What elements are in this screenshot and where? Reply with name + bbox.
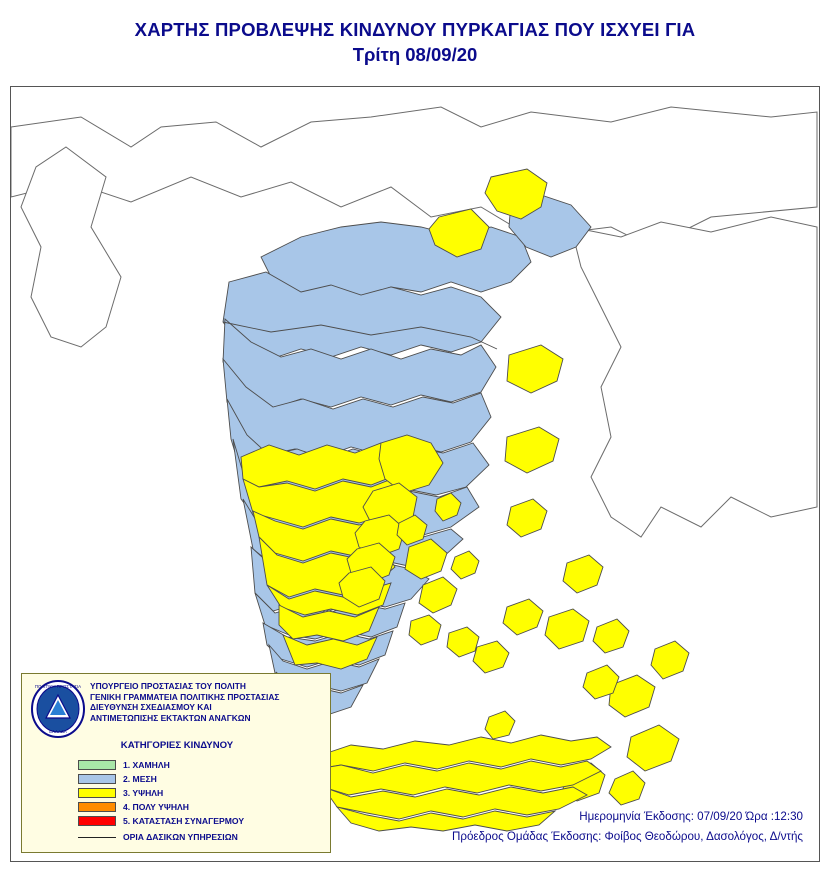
legend-label-3: 3. ΥΨΗΛΗ [123, 787, 164, 798]
legend-label-boundary: ΟΡΙΑ ΔΑΣΙΚΩΝ ΥΠΗΡΕΣΙΩΝ [123, 832, 238, 842]
legend-swatch-4 [78, 802, 116, 812]
legend-title: ΚΑΤΗΓΟΡΙΕΣ ΚΙΝΔΥΝΟΥ [120, 740, 234, 751]
issue-date-line: Ημερομηνία Έκδοσης: 07/09/20 Ώρα :12:30 [579, 810, 803, 823]
legend-label-1: 1. ΧΑΜΗΛΗ [123, 759, 170, 770]
authority-line-3: ΔΙΕΥΘΥΝΣΗ ΣΧΕΔΙΑΣΜΟΥ ΚΑΙ [90, 702, 212, 712]
legend-item-1 [78, 758, 328, 771]
title-line-1: ΧΑΡΤΗΣ ΠΡΟΒΛΕΨΗΣ ΚΙΝΔΥΝΟΥ ΠΥΡΚΑΓΙΑΣ ΠΟΥ ΙΣΧΥΕΙ ΓΙΑ [134, 19, 696, 40]
legend-label-2: 2. ΜΕΣΗ [123, 773, 157, 784]
legend-items [78, 758, 328, 844]
legend-box [21, 673, 331, 853]
legend-label-5: 5. ΚΑΤΑΣΤΑΣΗ ΣΥΝΑΓΕΡΜΟΥ [123, 815, 245, 826]
svg-text:ΠΟΛΙΤΙΚΗ ΠΡΟΣΤΑΣΙΑ: ΠΟΛΙΤΙΚΗ ΠΡΟΣΤΑΣΙΑ [34, 684, 82, 689]
svg-text:ΕΛΛΑΔΑ: ΕΛΛΑΔΑ [49, 729, 67, 734]
legend-swatch-3 [78, 788, 116, 798]
legend-item-4 [78, 800, 328, 813]
title-line-2: Τρίτη 08/09/20 [352, 44, 478, 65]
page-title [0, 18, 830, 68]
legend-item-2 [78, 772, 328, 785]
legend-swatch-2 [78, 774, 116, 784]
legend-item-3 [78, 786, 328, 799]
forest-boundary-line-icon [78, 837, 116, 838]
legend-item-5 [78, 814, 328, 827]
map-frame[interactable] [10, 86, 820, 862]
legend-swatch-1 [78, 760, 116, 770]
issue-info [452, 807, 803, 847]
civil-protection-emblem [30, 680, 86, 738]
authority-line-4: ΑΝΤΙΜΕΤΩΠΙΣΗΣ ΕΚΤΑΚΤΩΝ ΑΝΑΓΚΩΝ [90, 712, 251, 723]
legend-swatch-5 [78, 816, 116, 826]
legend-item-boundary [78, 830, 328, 844]
authority-line-1: ΥΠΟΥΡΓΕΙΟ ΠΡΟΣΤΑΣΙΑΣ ΤΟΥ ΠΟΛΙΤΗ [90, 681, 246, 691]
authority-text [90, 681, 328, 723]
authority-line-2: ΓΕΝΙΚΗ ΓΡΑΜΜΑΤΕΙΑ ΠΟΛΙΤΙΚΗΣ ΠΡΟΣΤΑΣΙΑΣ [90, 691, 280, 702]
chairperson-line: Πρόεδρος Ομάδας Έκδοσης: Φοίβος Θεοδώρου, Δασολόγος, Δ/ντής [452, 830, 803, 843]
legend-label-4: 4. ΠΟΛΥ ΥΨΗΛΗ [123, 801, 189, 812]
